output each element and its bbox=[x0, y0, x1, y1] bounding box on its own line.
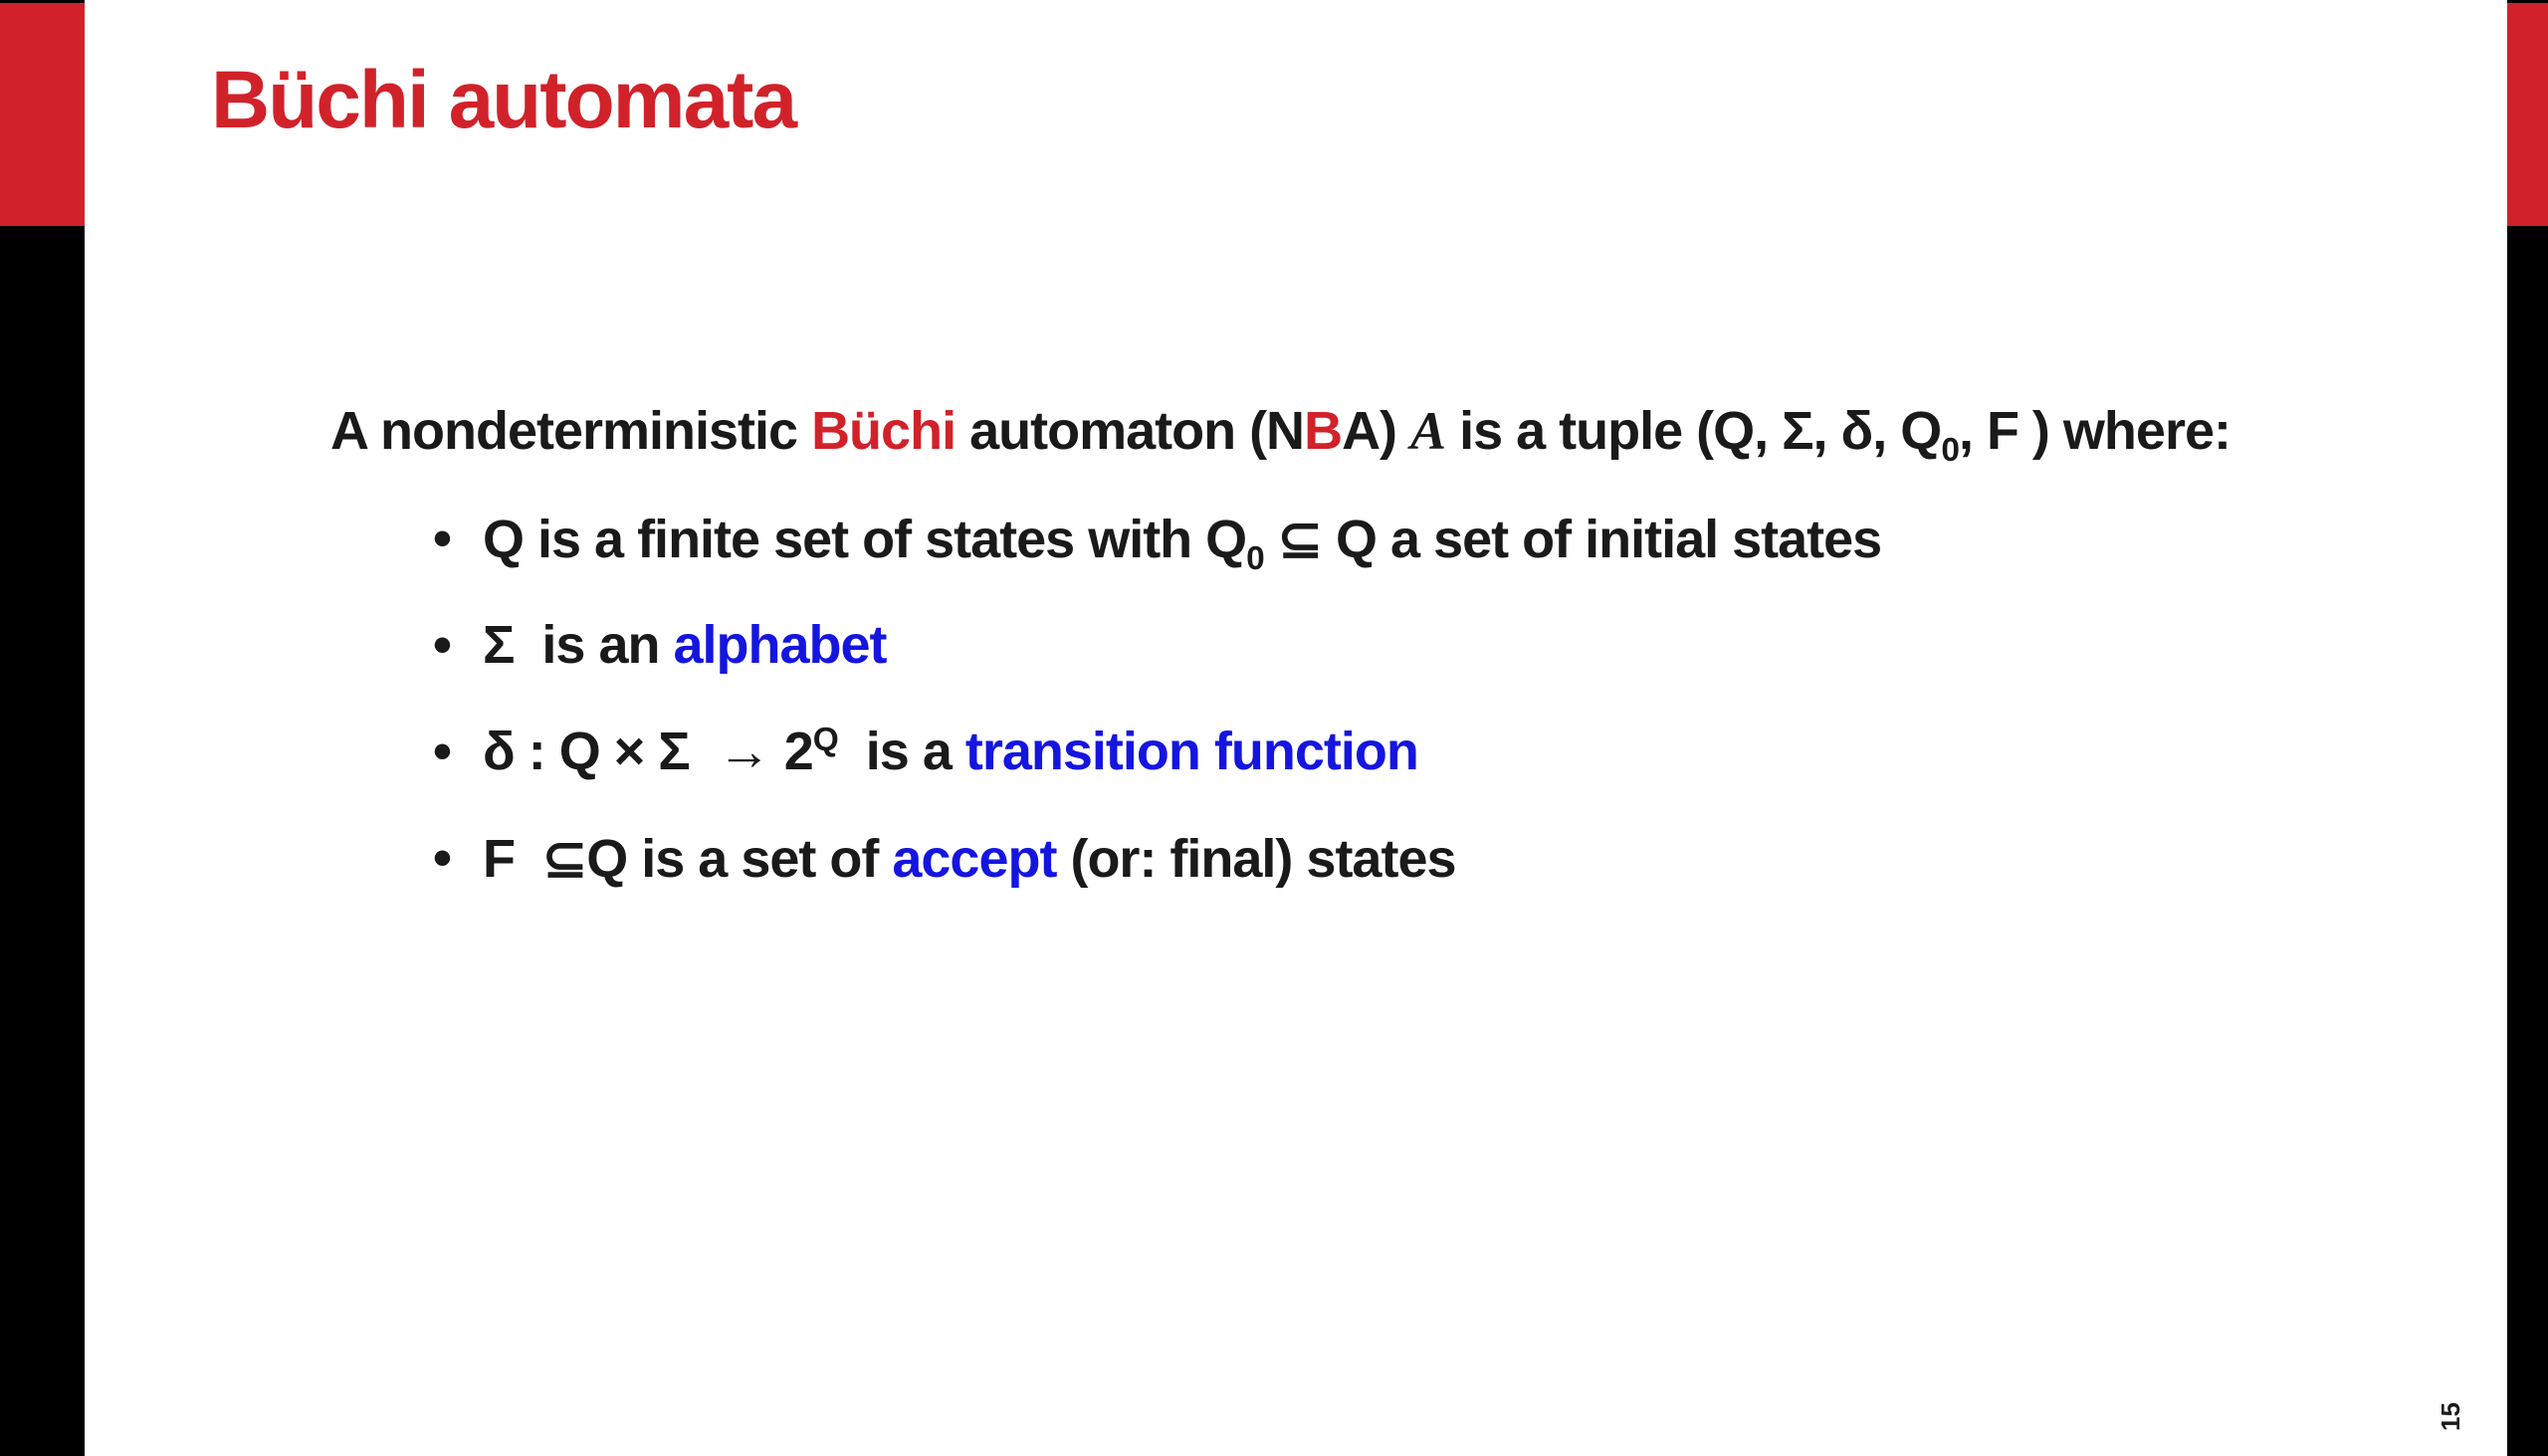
bullet-text bbox=[483, 721, 1418, 782]
bullet-accept-pre: F ⊆Q is a set of bbox=[483, 829, 893, 889]
bullet-alphabet-pre: Σ is an bbox=[483, 615, 674, 675]
bullet-transition-mid: is a bbox=[837, 722, 965, 781]
bullet-states-pre: Q is a finite set of states with Q bbox=[483, 510, 1247, 569]
bullet-dot-icon: • bbox=[433, 828, 451, 888]
intro-tuple-post: , F ) where: bbox=[1958, 401, 2230, 461]
intro-subscript: 0 bbox=[1941, 431, 1959, 469]
automaton-symbol: A bbox=[1410, 401, 1446, 461]
intro-b-letter: B bbox=[1304, 401, 1343, 461]
bullet-transition-pre: δ : Q × Σ → 2 bbox=[483, 722, 813, 781]
page-number: 15 bbox=[2435, 1402, 2465, 1431]
bullet-transition-superscript: Q bbox=[812, 722, 838, 758]
slide-canvas bbox=[85, 0, 2507, 1456]
bullet-text bbox=[483, 508, 1882, 577]
definition-intro bbox=[330, 400, 2230, 469]
bullet-states-subscript: 0 bbox=[1246, 539, 1264, 577]
intro-text-pre: A nondeterministic bbox=[330, 401, 812, 461]
bullet-dot-icon: • bbox=[433, 722, 451, 781]
keyword-transition-function: transition function bbox=[964, 722, 1418, 781]
keyword-accept: accept bbox=[892, 829, 1057, 889]
intro-buchi-word: Büchi bbox=[811, 401, 956, 461]
bullet-accept-post: (or: final) states bbox=[1056, 829, 1456, 889]
bullet-dot-icon: • bbox=[433, 615, 451, 675]
intro-text-post-a: A) bbox=[1342, 401, 1411, 461]
left-accent-bar bbox=[0, 3, 85, 226]
intro-tuple-pre: is a tuple (Q, Σ, δ, Q bbox=[1445, 401, 1942, 461]
bullet-text bbox=[483, 827, 1456, 890]
bullet-dot-icon: • bbox=[433, 509, 451, 568]
bullet-states-post: ⊆ Q a set of initial states bbox=[1263, 510, 1882, 569]
intro-text-mid: automaton (N bbox=[956, 401, 1305, 461]
keyword-alphabet: alphabet bbox=[673, 615, 887, 675]
slide-title: Büchi automata bbox=[211, 55, 796, 145]
bullet-text bbox=[483, 614, 887, 676]
right-accent-bar bbox=[2507, 3, 2548, 226]
